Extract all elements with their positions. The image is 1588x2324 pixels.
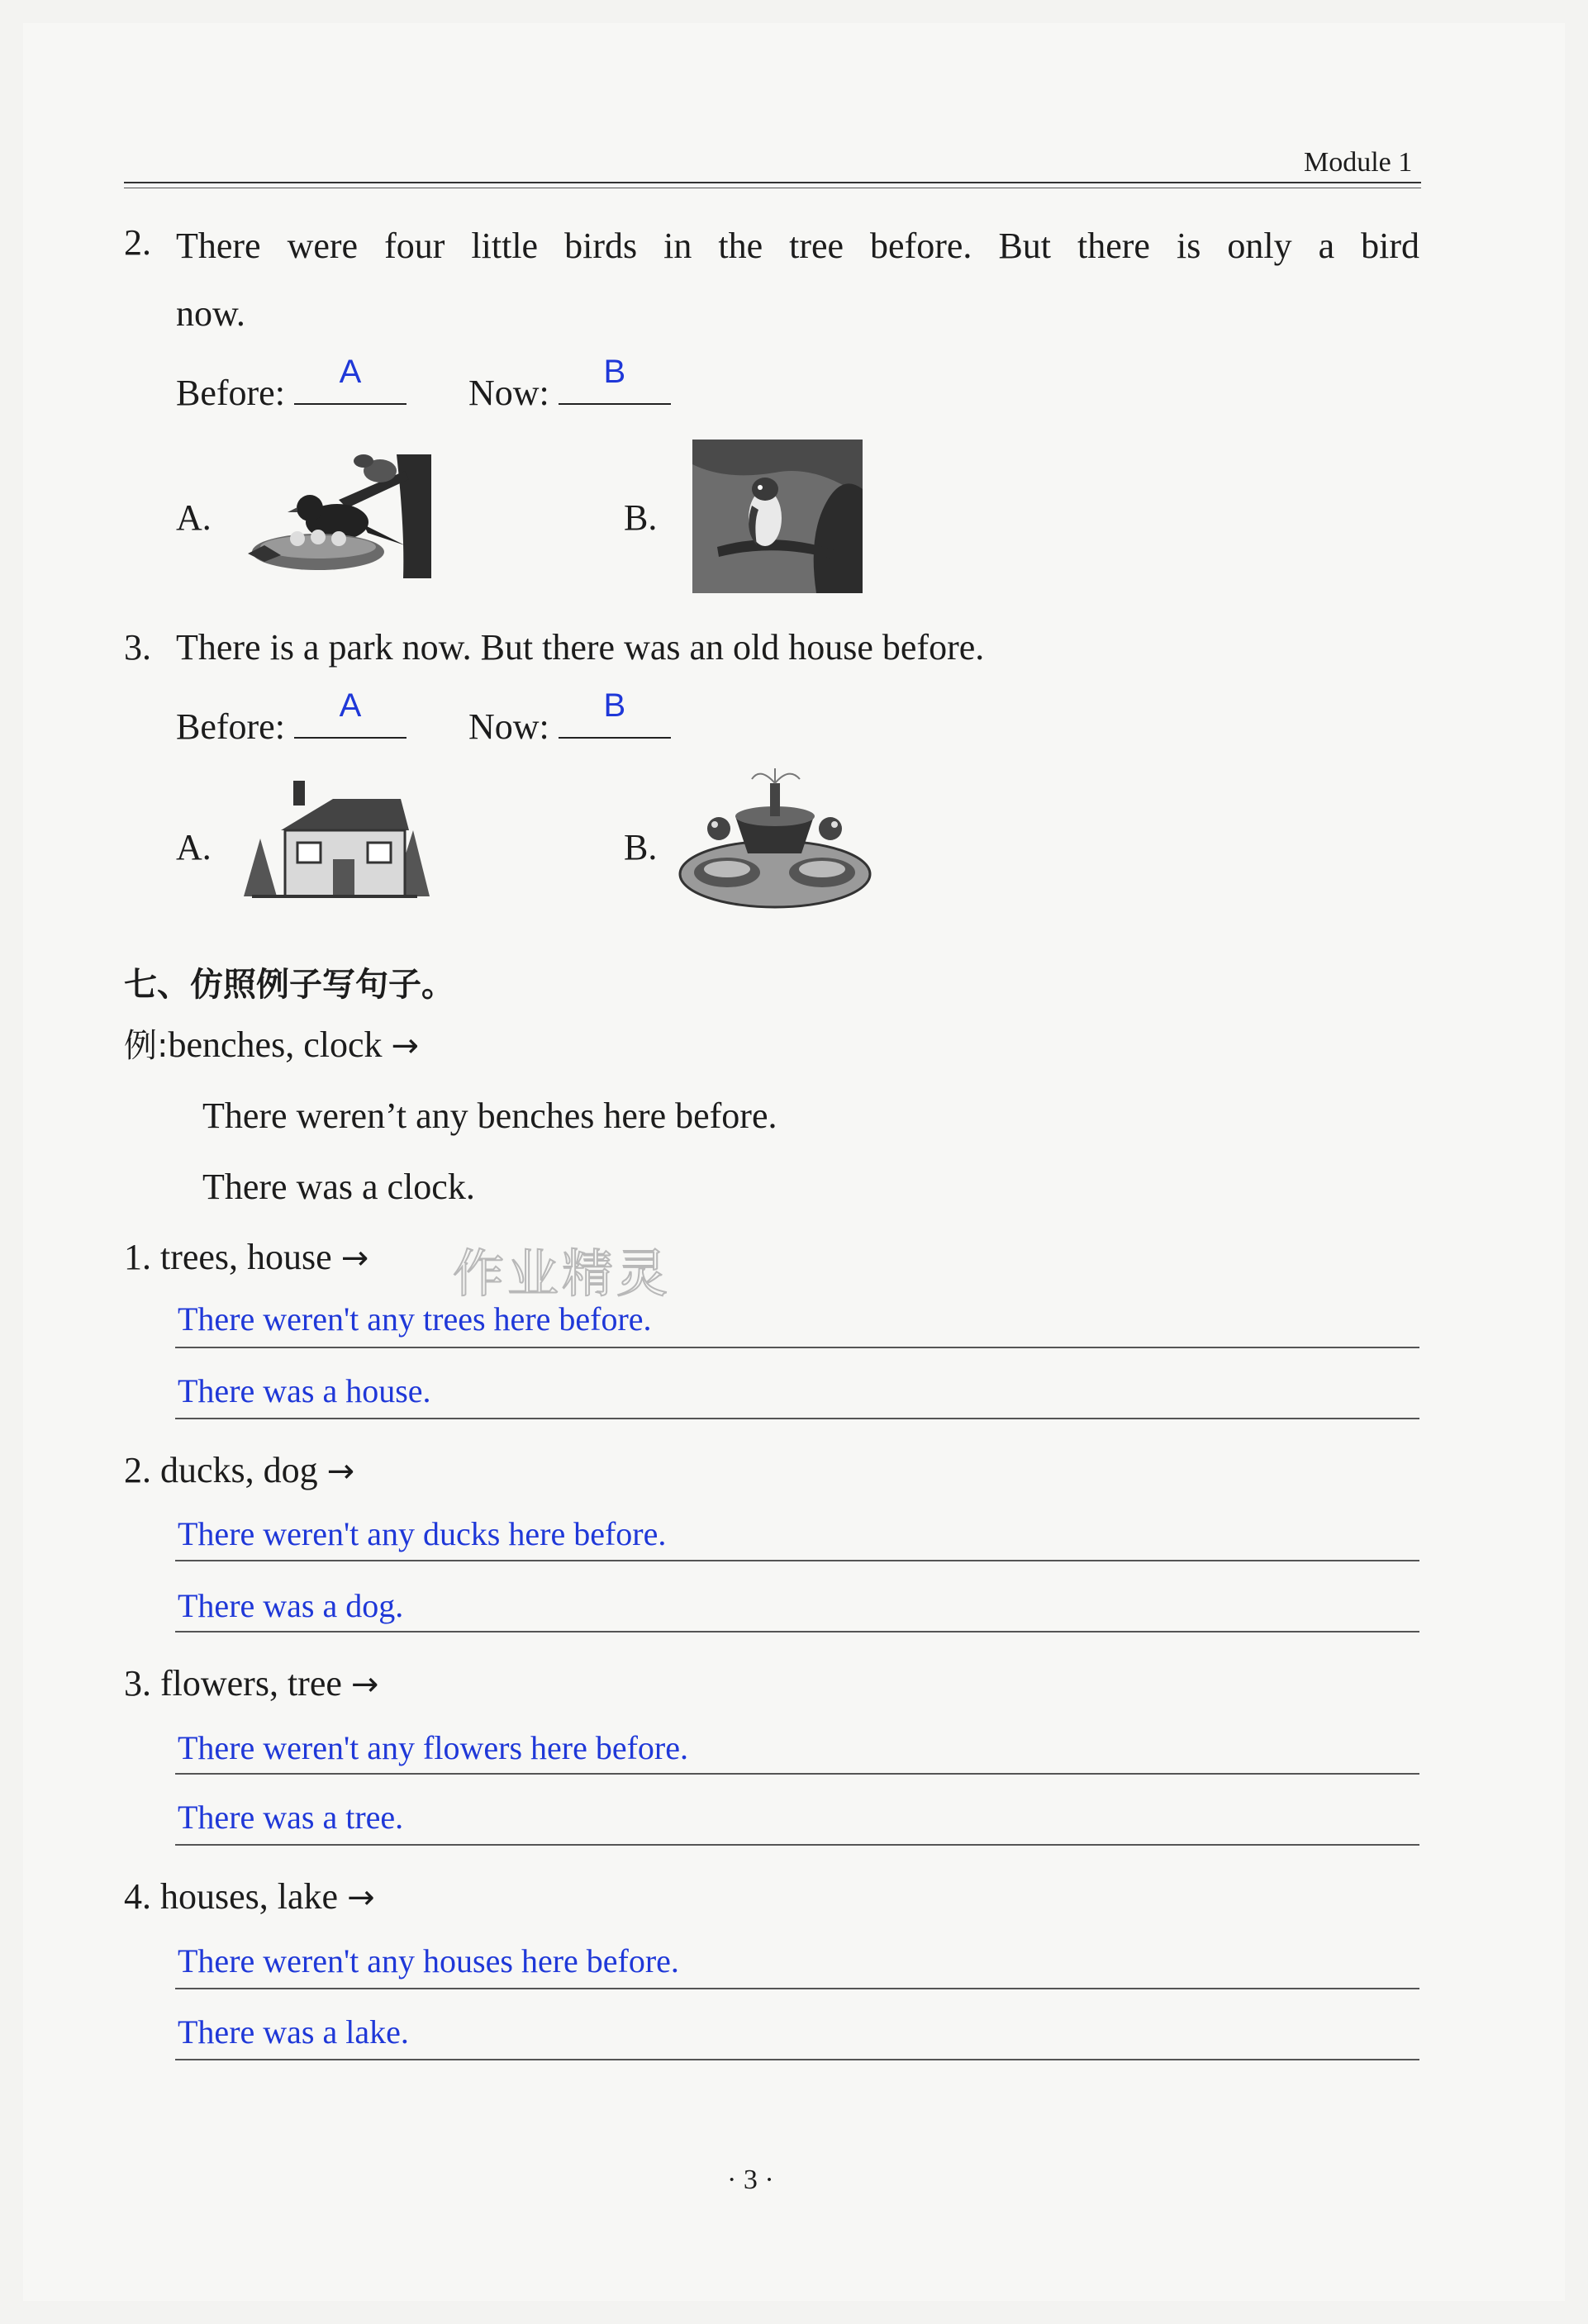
q3-option-a-label: A. <box>176 827 212 867</box>
item4-number: 4. <box>124 1876 151 1917</box>
item3-prompt-row <box>124 1663 379 1704</box>
q2-number: 2. <box>124 222 151 263</box>
q2-option-a-label: A. <box>176 497 212 538</box>
item1-answer-line1 <box>175 1347 1419 1348</box>
arrow-icon: → <box>326 1452 355 1490</box>
q3-option-b-picture-park-fountain <box>678 767 872 915</box>
q2-option-b-label: B. <box>624 497 658 538</box>
item3-prompt: flowers, tree <box>160 1663 342 1704</box>
item4-answer1[interactable]: There weren't any houses here before. <box>178 1942 679 1979</box>
item1-answer1[interactable]: There weren't any trees here before. <box>178 1300 652 1338</box>
q3-option-a-picture-old-house <box>235 781 430 905</box>
item2-prompt: ducks, dog <box>160 1450 318 1490</box>
item4-prompt-row <box>124 1876 375 1917</box>
item3-answer-line2 <box>175 1844 1419 1846</box>
item2-prompt-row <box>124 1452 354 1489</box>
q2-before-blank[interactable] <box>294 354 407 405</box>
item3-answer2[interactable]: There was a tree. <box>178 1799 404 1836</box>
q2-before-row <box>176 354 407 413</box>
item2-answer2[interactable]: There was a dog. <box>178 1587 404 1624</box>
q3-before-row <box>176 687 407 747</box>
q3-option-b-label: B. <box>624 827 658 867</box>
q3-before-blank[interactable] <box>294 687 407 739</box>
item1-answer-line2 <box>175 1418 1419 1419</box>
item4-answer-line1 <box>175 1988 1419 1989</box>
q3-now-row <box>468 687 671 747</box>
module-label: Module 1 <box>1304 147 1413 178</box>
q3-now-label: Now: <box>468 706 549 747</box>
item2-answer-line1 <box>175 1560 1419 1561</box>
item2-number: 2. <box>124 1450 151 1490</box>
q2-now-answer: B <box>603 354 626 390</box>
item2-answer-line2 <box>175 1631 1419 1633</box>
item4-answer2[interactable]: There was a lake. <box>178 2013 409 2051</box>
q3-before-answer: A <box>339 687 362 724</box>
q2-text-line1: There were four little birds in the tree before. But there is only a bird <box>176 226 1419 266</box>
q2-before-answer: A <box>339 354 362 390</box>
item3-number: 3. <box>124 1663 151 1704</box>
item4-prompt: houses, lake <box>160 1876 339 1917</box>
section7-title: 七、仿照例子写句子。 <box>124 966 454 1004</box>
q2-text-line2: now. <box>176 293 245 334</box>
q3-now-answer: B <box>603 687 626 724</box>
example-line1: There weren’t any benches here before. <box>202 1095 777 1136</box>
arrow-icon: → <box>340 1239 369 1277</box>
item4-answer-line2 <box>175 2059 1419 2060</box>
item3-answer1[interactable]: There weren't any flowers here before. <box>178 1729 688 1766</box>
q2-before-label: Before: <box>176 373 285 413</box>
arrow-icon: → <box>347 1879 375 1917</box>
item1-number: 1. <box>124 1237 151 1277</box>
q2-option-a-picture-birds-nest <box>240 454 431 578</box>
q3-now-blank[interactable] <box>559 687 671 739</box>
item3-answer-line1 <box>175 1773 1419 1775</box>
item1-answer2[interactable]: There was a house. <box>178 1372 431 1409</box>
q2-now-row <box>468 354 671 413</box>
q3-before-label: Before: <box>176 706 285 747</box>
page-number: · 3 · <box>727 2165 774 2195</box>
q2-now-blank[interactable] <box>559 354 671 405</box>
example-prompt: benches, clock <box>168 1024 383 1065</box>
item1-prompt: trees, house <box>160 1237 332 1277</box>
item2-answer1[interactable]: There weren't any ducks here before. <box>178 1515 667 1552</box>
q2-option-b-picture-single-bird <box>692 440 863 593</box>
example-line2: There was a clock. <box>202 1167 475 1207</box>
arrow-icon: → <box>391 1027 419 1065</box>
watermark-logo: 作业精灵 <box>453 1243 672 1304</box>
arrow-icon: → <box>350 1666 379 1704</box>
q2-now-label: Now: <box>468 373 549 413</box>
example-label: 例: <box>124 1027 169 1065</box>
header-rule <box>124 182 1421 183</box>
q3-number: 3. <box>124 627 151 668</box>
q3-text-line1: There is a park now. But there was an old house before. <box>176 627 985 668</box>
example-row <box>124 1024 419 1065</box>
item1-prompt-row <box>124 1239 368 1276</box>
